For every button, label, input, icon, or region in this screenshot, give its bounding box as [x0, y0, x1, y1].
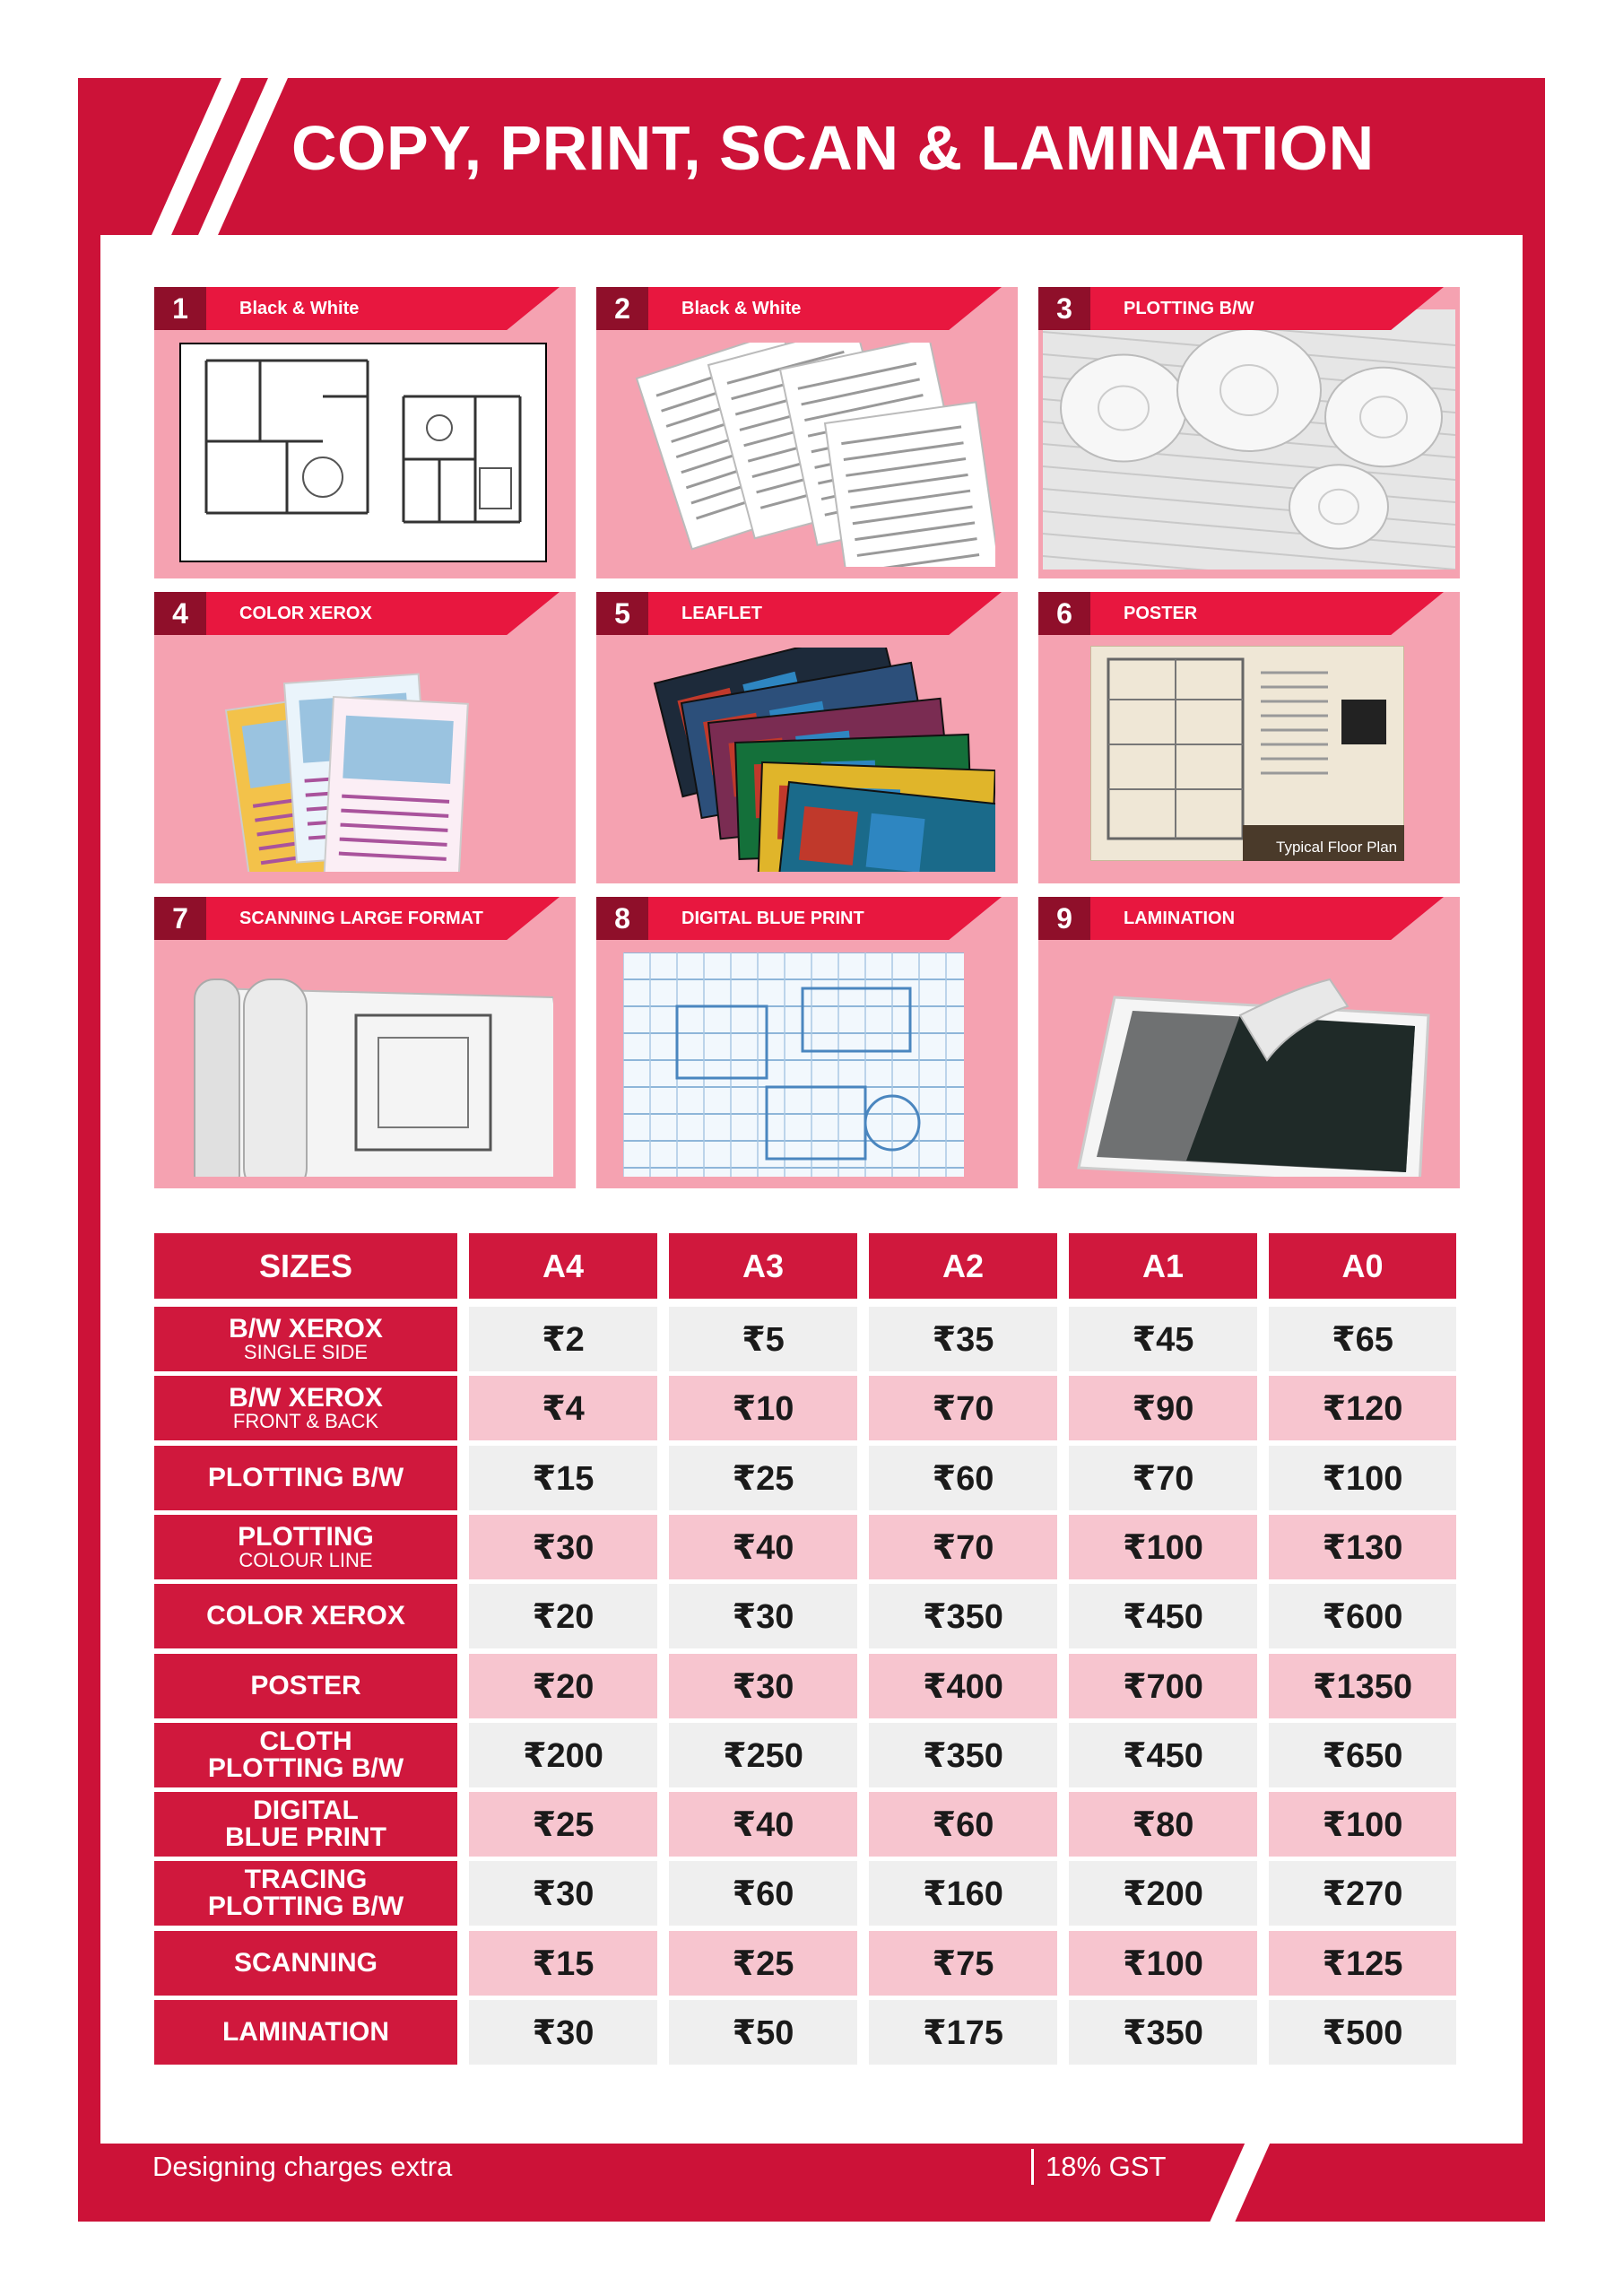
price-cell: ₹700 — [1069, 1654, 1257, 1718]
price-cell: ₹100 — [1269, 1792, 1456, 1857]
row-label-main: PLOTTING — [238, 1522, 374, 1552]
price-cell: ₹70 — [1069, 1446, 1257, 1510]
price-cell: ₹30 — [469, 1515, 657, 1579]
service-number: 3 — [1038, 287, 1090, 330]
footer-note: Designing charges extra — [152, 2151, 453, 2182]
service-label: Black & White — [681, 299, 802, 318]
price-cell: ₹350 — [1069, 2000, 1257, 2065]
price-cell: ₹70 — [869, 1376, 1057, 1440]
price-cell: ₹4 — [469, 1376, 657, 1440]
service-tile — [154, 287, 576, 578]
leaflet-fan-image — [619, 648, 995, 872]
row-label — [154, 1584, 457, 1648]
price-cell: ₹200 — [1069, 1861, 1257, 1926]
price-cell: ₹60 — [869, 1446, 1057, 1510]
row-label-main: B/W XEROX — [229, 1383, 383, 1413]
service-number: 5 — [596, 592, 648, 635]
service-label: COLOR XEROX — [239, 604, 372, 623]
table-corner-header: SIZES — [154, 1233, 457, 1299]
price-cell: ₹200 — [469, 1723, 657, 1787]
service-label: LEAFLET — [681, 604, 762, 623]
floor-plan-drawing-image — [179, 343, 547, 562]
price-cell: ₹650 — [1269, 1723, 1456, 1787]
service-tile — [1038, 287, 1460, 578]
row-label-main: LAMINATION — [221, 2017, 390, 2047]
service-tile — [596, 287, 1018, 578]
row-label — [154, 1446, 457, 1510]
price-cell: ₹15 — [469, 1446, 657, 1510]
row-label-sub: SINGLE SIDE — [243, 1341, 369, 1363]
service-label: LAMINATION — [1124, 909, 1236, 928]
service-number: 9 — [1038, 897, 1090, 940]
service-label: DIGITAL BLUE PRINT — [681, 909, 864, 928]
service-tile — [1038, 897, 1460, 1188]
price-cell: ₹30 — [469, 1861, 657, 1926]
price-cell: ₹60 — [869, 1792, 1057, 1857]
row-label — [154, 1307, 457, 1371]
price-cell: ₹250 — [669, 1723, 857, 1787]
price-cell: ₹45 — [1069, 1307, 1257, 1371]
row-label-main: POSTER — [250, 1671, 361, 1700]
row-label — [154, 1931, 457, 1996]
row-label — [154, 2000, 457, 2065]
service-number: 1 — [154, 287, 206, 330]
printed-documents-image — [619, 343, 995, 567]
service-label: Black & White — [239, 299, 360, 318]
price-cell: ₹25 — [669, 1446, 857, 1510]
blue-print-image — [623, 952, 964, 1177]
row-label-line-2: PLOTTING B/W — [207, 1753, 404, 1783]
price-cell: ₹130 — [1269, 1515, 1456, 1579]
service-label: SCANNING LARGE FORMAT — [239, 909, 483, 928]
row-label-line-1: TRACING — [244, 1865, 368, 1894]
service-tile-header — [596, 592, 1002, 635]
size-header-a0: A0 — [1269, 1233, 1456, 1299]
rolled-blueprints-image — [1043, 309, 1455, 570]
price-cell: ₹1350 — [1269, 1654, 1456, 1718]
service-tile-header — [1038, 592, 1444, 635]
service-number: 7 — [154, 897, 206, 940]
row-label-line-1: DIGITAL — [253, 1796, 359, 1825]
page-title: COPY, PRINT, SCAN & LAMINATION — [291, 113, 1375, 183]
row-label — [154, 1654, 457, 1718]
price-cell: ₹500 — [1269, 2000, 1456, 2065]
price-cell: ₹120 — [1269, 1376, 1456, 1440]
service-number: 4 — [154, 592, 206, 635]
price-cell: ₹25 — [669, 1931, 857, 1996]
row-label-main: COLOR XEROX — [206, 1601, 405, 1631]
row-label-main: B/W XEROX — [229, 1314, 383, 1344]
price-cell: ₹50 — [669, 2000, 857, 2065]
price-cell: ₹35 — [869, 1307, 1057, 1371]
color-brochures-image — [177, 648, 553, 872]
service-tile-header — [1038, 897, 1444, 940]
price-cell: ₹75 — [869, 1931, 1057, 1996]
price-cell: ₹175 — [869, 2000, 1057, 2065]
price-cell: ₹70 — [869, 1515, 1057, 1579]
price-cell: ₹5 — [669, 1307, 857, 1371]
price-cell: ₹60 — [669, 1861, 857, 1926]
row-label-line-2: PLOTTING B/W — [207, 1892, 404, 1921]
large-format-scan-image — [177, 952, 553, 1177]
price-cell: ₹600 — [1269, 1584, 1456, 1648]
row-label-sub: FRONT & BACK — [232, 1410, 379, 1432]
price-cell: ₹450 — [1069, 1723, 1257, 1787]
footer-divider — [1031, 2149, 1034, 2185]
row-label — [154, 1515, 457, 1579]
price-cell: ₹100 — [1069, 1515, 1257, 1579]
price-cell: ₹80 — [1069, 1792, 1257, 1857]
row-label-main: PLOTTING B/W — [207, 1463, 404, 1492]
size-header-a2: A2 — [869, 1233, 1057, 1299]
service-tile — [596, 897, 1018, 1188]
price-cell: ₹350 — [869, 1584, 1057, 1648]
floor-plan-poster-image — [1090, 646, 1404, 861]
price-cell: ₹160 — [869, 1861, 1057, 1926]
price-cell: ₹270 — [1269, 1861, 1456, 1926]
row-label — [154, 1861, 457, 1926]
price-cell: ₹100 — [1269, 1446, 1456, 1510]
row-label — [154, 1723, 457, 1787]
price-cell: ₹2 — [469, 1307, 657, 1371]
price-cell: ₹90 — [1069, 1376, 1257, 1440]
price-cell: ₹25 — [469, 1792, 657, 1857]
footer-gst: 18% GST — [1046, 2151, 1167, 2182]
size-header-a4: A4 — [469, 1233, 657, 1299]
size-header-a1: A1 — [1069, 1233, 1257, 1299]
row-label — [154, 1376, 457, 1440]
service-tile — [1038, 592, 1460, 883]
service-tile — [596, 592, 1018, 883]
row-label-line-1: CLOTH — [259, 1726, 352, 1756]
row-label-sub: COLOUR LINE — [239, 1549, 373, 1571]
laminated-photo-image — [1061, 952, 1437, 1177]
price-cell: ₹40 — [669, 1515, 857, 1579]
row-label-main: SCANNING — [233, 1948, 378, 1978]
price-cell: ₹10 — [669, 1376, 857, 1440]
price-cell: ₹30 — [469, 2000, 657, 2065]
price-cell: ₹350 — [869, 1723, 1057, 1787]
row-label-line-2: BLUE PRINT — [225, 1822, 386, 1852]
poster-caption: Typical Floor Plan — [1276, 839, 1398, 856]
service-number: 6 — [1038, 592, 1090, 635]
service-number: 8 — [596, 897, 648, 940]
price-cell: ₹30 — [669, 1654, 857, 1718]
price-cell: ₹20 — [469, 1584, 657, 1648]
service-label: PLOTTING B/W — [1124, 299, 1254, 318]
price-cell: ₹400 — [869, 1654, 1057, 1718]
size-header-a3: A3 — [669, 1233, 857, 1299]
price-cell: ₹450 — [1069, 1584, 1257, 1648]
price-cell: ₹100 — [1069, 1931, 1257, 1996]
service-label: POSTER — [1124, 604, 1198, 623]
price-cell: ₹125 — [1269, 1931, 1456, 1996]
price-cell: ₹15 — [469, 1931, 657, 1996]
price-cell: ₹65 — [1269, 1307, 1456, 1371]
row-label — [154, 1792, 457, 1857]
price-cell: ₹30 — [669, 1584, 857, 1648]
service-tile — [154, 592, 576, 883]
price-cell: ₹40 — [669, 1792, 857, 1857]
price-cell: ₹20 — [469, 1654, 657, 1718]
service-number: 2 — [596, 287, 648, 330]
service-tile — [154, 897, 576, 1188]
